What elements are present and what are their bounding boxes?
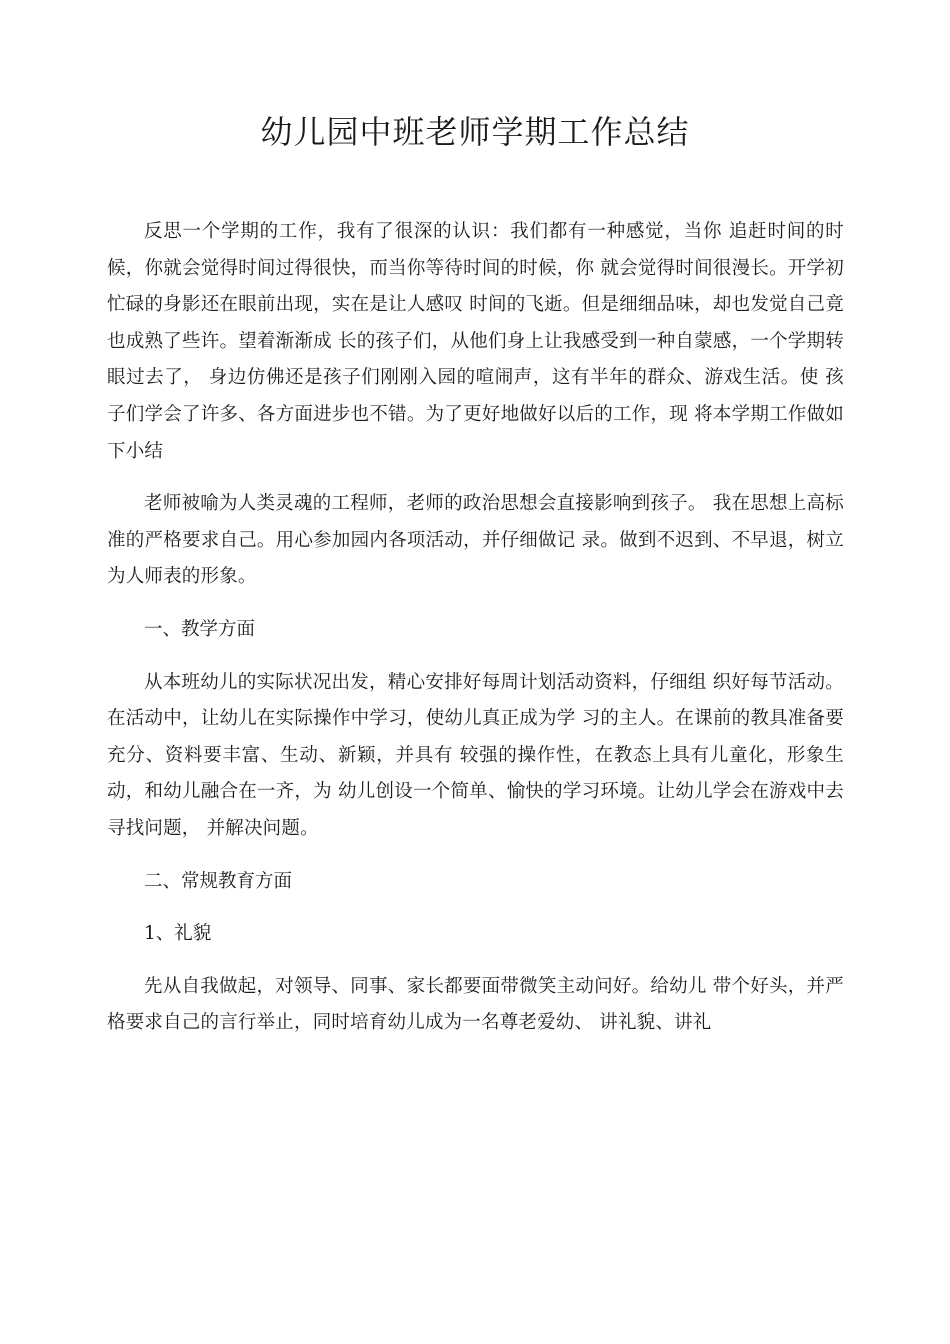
document-title: 幼儿园中班老师学期工作总结 <box>260 113 690 151</box>
document-body <box>107 214 844 1058</box>
subsection-heading-manners: 1、礼貌 <box>144 923 212 945</box>
section-heading-teaching: 一、教学方面 <box>144 618 256 640</box>
section-heading-routine-education: 二、常规教育方面 <box>144 870 293 892</box>
paragraph-teaching: 从本班幼儿的实际状况出发，精心安排好每周计划活动资料，仔细组 织好每节活动。在活动中，让幼儿在实际操作中学习，使幼儿真正成为学 习的主人。在课前的教具准备要充分、资料要丰富、生动、新颖，并具有 较强的操作性，在教态上具有儿童化，形象生动，和幼儿融合在一齐，为 幼儿创设一个简单、愉快的学习环境。让幼儿学会在游戏中去寻找问题， 并解决问题。 <box>107 671 844 839</box>
paragraph-intro: 反思一个学期的工作，我有了很深的认识：我们都有一种感觉，当你 追赶时间的时候，你就会觉得时间过得很快，而当你等待时间的时候，你 就会觉得时间很漫长。开学初忙碌的身影还在眼前出现，实在是让人感叹 时间的飞逝。但是细细品味，却也发觉自己竟也成熟了些许。望着渐渐成 长的孩子们，从他们身上让我感受到一种自蒙感，一个学期转眼过去了， 身边仿佛还是孩子们刚刚入园的喧闹声，这有半年的群众、游戏生活。使 孩子们学会了许多、各方面进步也不错。为了更好地做好以后的工作，现 将本学期工作做如下小结 <box>107 221 844 462</box>
paragraph-manners: 先从自我做起，对领导、同事、家长都要面带微笑主动问好。给幼儿 带个好头，并严格要求自己的言行举止，同时培育幼儿成为一名尊老爱幼、 讲礼貌、讲礼 <box>107 975 844 1034</box>
paragraph-political-thought: 老师被喻为人类灵魂的工程师，老师的政治思想会直接影响到孩子。 我在思想上高标准的严格要求自己。用心参加园内各项活动，并仔细做记 录。做到不迟到、不早退，树立为人师表的形象。 <box>107 493 844 588</box>
